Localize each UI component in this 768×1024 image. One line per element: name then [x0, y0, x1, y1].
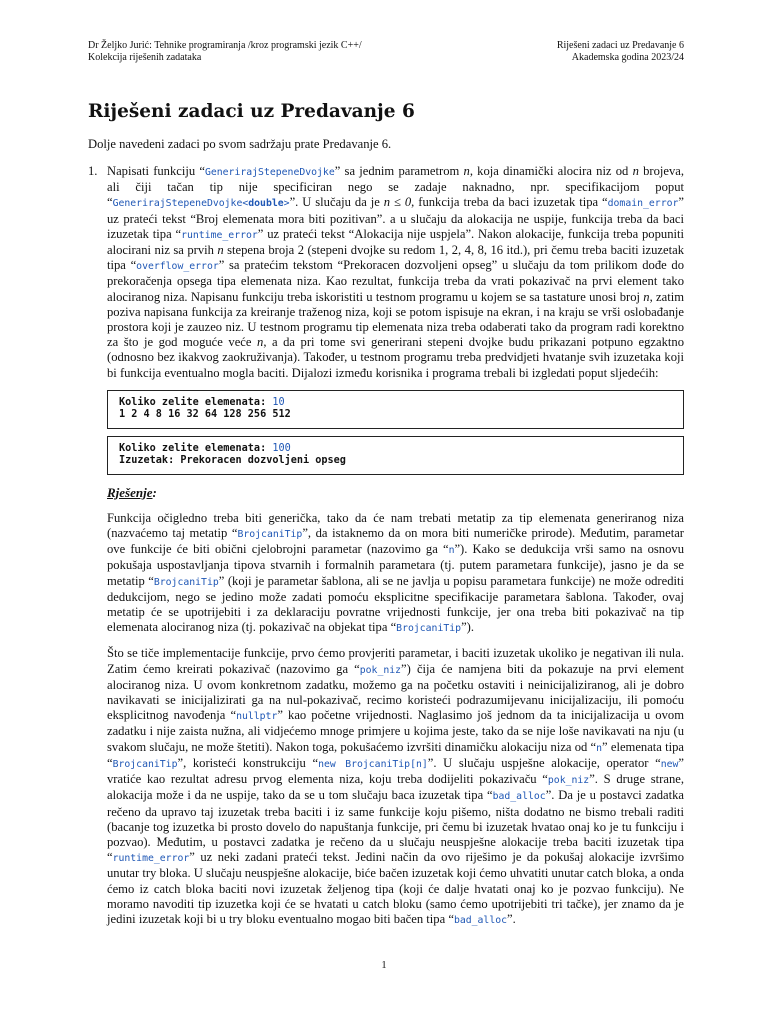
text-segment: Funkcija očigledno treba biti generička, tako da će nam trebati metatip za tip elemenata generiranog niza (nazvaćemo taj metatip “	[107, 510, 684, 541]
code-function-name: GenerirajStepeneDvojke	[204, 167, 335, 178]
intro-paragraph: Dolje navedeni zadaci po svom sadržaju prate Predavanje 6.	[88, 137, 392, 151]
math-condition: n ≤ 0	[383, 195, 412, 210]
text-segment: ” uz neki zadani prateći tekst. Jedini način da ovo riješimo je da pokušaj alokacije izvršimo unutar try bloka. U slučaju neuspješne alokacije, biće bačen izuzetak koji ćemo uhvatiti unutar catch bloka, a onda ćemo iz catch bloka baciti novi izuzetak željenog tipa (koji će dalje hvatati onaj ko je pozvao funkciju). Ne moramo navoditi tip izuzetka koji će se hvatati u catch bloku (samo ćemo upotrijebiti tri tačke), jer znamo da je jedini izuzetak koji bi u try bloku eventualno mogao biti bačen tipa “	[107, 850, 685, 926]
solution-paragraph-1	[107, 511, 684, 637]
solution-heading	[107, 485, 684, 501]
text-segment: ” vratiće kao rezultat adresu prvog elementa niza, koju treba dodijeliti pokazivaču “	[107, 755, 684, 787]
code-identifier: BrojcaniTip	[237, 529, 303, 541]
code-keyword: new	[660, 758, 679, 770]
text-segment: Što se tiče implementacije funkcije, prvo ćemo provjeriti parametar, i baciti izuzetak ukoliko je negativan ili nula. Zatim ćemo kreirati pokazivač (nazovimo ga “	[107, 646, 684, 676]
text-segment: , a da pri tome svi generirani stepeni dvojke budu prikazani potpuno egzaktno (odnosno bez ikakvog zaokruživanja). Također, u testnom programu treba predvidjeti hvatanje svih izuzetaka koji bi funkcija eventualno mogla baciti. Dijalozi između korisnika i programa trebali bi izgledati poput sljedećih:	[107, 335, 685, 380]
code-exception-type: overflow_error	[136, 261, 219, 273]
code-expression: new BrojcaniTip[n]	[318, 758, 428, 770]
dialog-input: 100	[272, 442, 291, 454]
text-segment: ”, da istaknemo da on mora biti numeričke prirode). Međutim, parametar ove funkcije će biti obični cjelobrojni parametar (nazovimo ga “	[107, 526, 684, 557]
text-segment: brojeva, ali čiji tačan tip nije specificiran nego se zadaje naknadno, npr. specifikacijom poput “	[107, 164, 684, 210]
text-segment: Napisati funkciju “	[107, 164, 205, 178]
dialog-output: Izuzetak: Prekoracen dozvoljeni opseg	[119, 455, 346, 467]
text-segment: ” uz prateći tekst “Broj elemenata mora biti pozitivan”. a u slučaju da alokacija ne uspije, funkcija treba da baci izuzetak tipa “	[107, 195, 684, 241]
task-number: 1.	[88, 164, 98, 178]
dialog-line	[119, 397, 672, 410]
text-segment: ” (koji je parametar šablona, ali se ne javlja u popisu parametara funkcije) ne može odrediti dedukcijom, nego se jedino može zadati pomoću eksplicitne specifikacije parametara šablona. Također, ovaj metatip će se upotrijebiti i za deklaraciju povratne vrijednosti funkcije, jer ona treba biti pokazivač na tip elemenata alociranog niza (tj. pokazivač na objekat tipa “	[107, 573, 685, 635]
code-identifier: BrojcaniTip	[153, 576, 219, 588]
math-variable: n	[463, 164, 470, 178]
code-exception-type: runtime_error	[112, 853, 190, 865]
header-left	[88, 40, 362, 64]
code-identifier: n	[448, 545, 455, 557]
solution-paragraph-2	[107, 646, 684, 928]
text-segment: ” kao početne vrijednosti. Naglasimo još jednom da ta inicijalizacija u ovom zadatku i nije zaista nužna, ali vidjećemo mnoge primjere u kojima jeste, tako da se nije loše navikavati na nju (u svakom slučaju, ne može štetiti). Nakon toga, pokušaćemo izvršiti dinamičku alokaciju niza od “	[107, 708, 684, 754]
page-content	[88, 40, 684, 928]
code-segment: GenerirajStepeneDvojke<	[112, 198, 249, 210]
task-1-statement	[88, 164, 684, 381]
code-identifier: n	[596, 742, 603, 754]
text-segment: ”. Da je u postavci zadatka rečeno da upravo taj izuzetak treba baciti i iz same funkcije koju pišemo, ništa dodatno ne bismo trebali raditi (bacanje tog izuzetka bi prosto dovelo do napuštanja funkcije, pri čemu bi izuzetak hvatao onaj ko je tu funkciju i pozvao). Međutim, u postavci zadatka je rečeno da u slučaju neuspješne alokacije treba baciti izuzetak tipa “	[107, 788, 684, 865]
text-segment: ” sa pratećim tekstom “Prekoracen dozvoljeni opseg” u slučaju da tom prilikom dođe do prekoračenja opsega tipa elemenata niza. Kao rezultat, funkcija treba da vrati pokazivač na prvi element tako alociranog niza. Napisanu funkciju treba iskoristiti u testnom programu u kojem se sa tastature unosi broj	[107, 258, 685, 304]
text-segment: ”. U slučaju uspješne alokacije, operator “	[427, 755, 661, 770]
header-academic-year: Akademska godina 2023/24	[571, 52, 684, 63]
dialog-output: 1 2 4 8 16 32 64 128 256 512	[119, 409, 291, 421]
running-header	[88, 40, 684, 64]
text-segment: ”). Kako se dedukcija vrši samo na osnovu pokušaja uspostavljanja tipova stvarnih i formalnih parametara (tj. putem parametara funkcije), jasno je da se metatip “	[107, 542, 684, 588]
text-segment: , funkcija treba da baci izuzetak tipa “	[411, 195, 608, 210]
code-exception-type: runtime_error	[181, 229, 258, 241]
header-collection: Kolekcija riješenih zadataka	[88, 52, 202, 63]
code-segment: >	[283, 198, 290, 210]
text-segment: ”. U slučaju da je	[289, 195, 384, 210]
dialog-prompt: Koliko zelite elemenata:	[119, 442, 273, 454]
text-segment: ” uz prateći tekst “Alokacija nije uspjela”. Nakon alokacije, funkcija treba popuniti alocirani niz sa prvih	[107, 226, 684, 258]
header-doc-title: Riješeni zadaci uz Predavanje 6	[556, 40, 684, 51]
code-exception-type: bad_alloc	[492, 791, 546, 803]
text-segment: ”, koristeći konstrukciju “	[177, 755, 319, 770]
solution-label: Rješenje	[107, 484, 153, 500]
text-segment: ”) čija će namjena biti da pokazuje na prvi element alociranog niza. U ovom konkretnom zadatku, možemo ga na početku ostaviti i neinicijaliziranog, ali je dobro navikavati se inicijalizirati ga na nul-pokazivač, recimo koristeći podrazumijevanu inicijalizaciju, ili pomoću eksplicitnog navođenja “	[107, 661, 684, 723]
math-variable: n	[217, 243, 224, 258]
code-identifier: BrojcaniTip	[112, 758, 178, 770]
header-right	[557, 40, 684, 64]
code-identifier: BrojcaniTip	[396, 623, 462, 635]
page-number: 1	[381, 960, 387, 971]
text-segment: ”.	[507, 911, 516, 926]
math-variable: n	[257, 335, 264, 350]
solution-colon: :	[152, 484, 157, 500]
text-segment: ” sa jednim parametrom	[334, 164, 464, 178]
dialog-example-2	[107, 436, 684, 475]
math-variable: n	[643, 289, 650, 304]
text-segment: , koja dinamički alocira niz od	[469, 164, 633, 178]
code-keyword: nullptr	[236, 711, 278, 723]
dialog-prompt: Koliko zelite elemenata:	[119, 396, 273, 408]
dialog-example-1	[107, 390, 684, 429]
text-segment: , zatim poziva napisana funkcija za kreiranje traženog niza, koji se potom ispisuje na ekran, i na kraju se vrši oslobađanje prostora koji je zauzeo niz. U testnom programu tip elemenata niza treba odaberati tako da program radi korektno za što je god moguće veće	[107, 289, 684, 350]
code-exception-type: bad_alloc	[453, 914, 508, 926]
text-segment: ”).	[461, 620, 474, 635]
text-segment: stepena broja 2 (stepeni dvojke su redom 1, 2, 4, 8, 16 itd.), pri čemu treba baciti izuzetak tipa “	[107, 243, 684, 273]
code-exception-type: domain_error	[607, 198, 679, 210]
code-keyword: double	[248, 198, 284, 210]
code-template-call	[113, 198, 290, 209]
header-author-course: Dr Željko Jurić: Tehnike programiranja /kroz programski jezik C++/	[88, 40, 362, 51]
code-identifier: pok_niz	[547, 775, 590, 787]
page-title: Riješeni zadaci uz Predavanje 6	[88, 101, 415, 122]
text-segment: ” elemenata tipa “	[107, 739, 684, 770]
code-identifier: pok_niz	[359, 664, 402, 676]
math-variable: n	[632, 164, 639, 178]
dialog-input: 10	[272, 396, 285, 408]
dialog-line	[119, 443, 672, 456]
text-segment: ”. S druge strane, alokacija može i da ne uspije, tako da se u tom slučaju baca izuzetak tipa “	[107, 772, 684, 803]
